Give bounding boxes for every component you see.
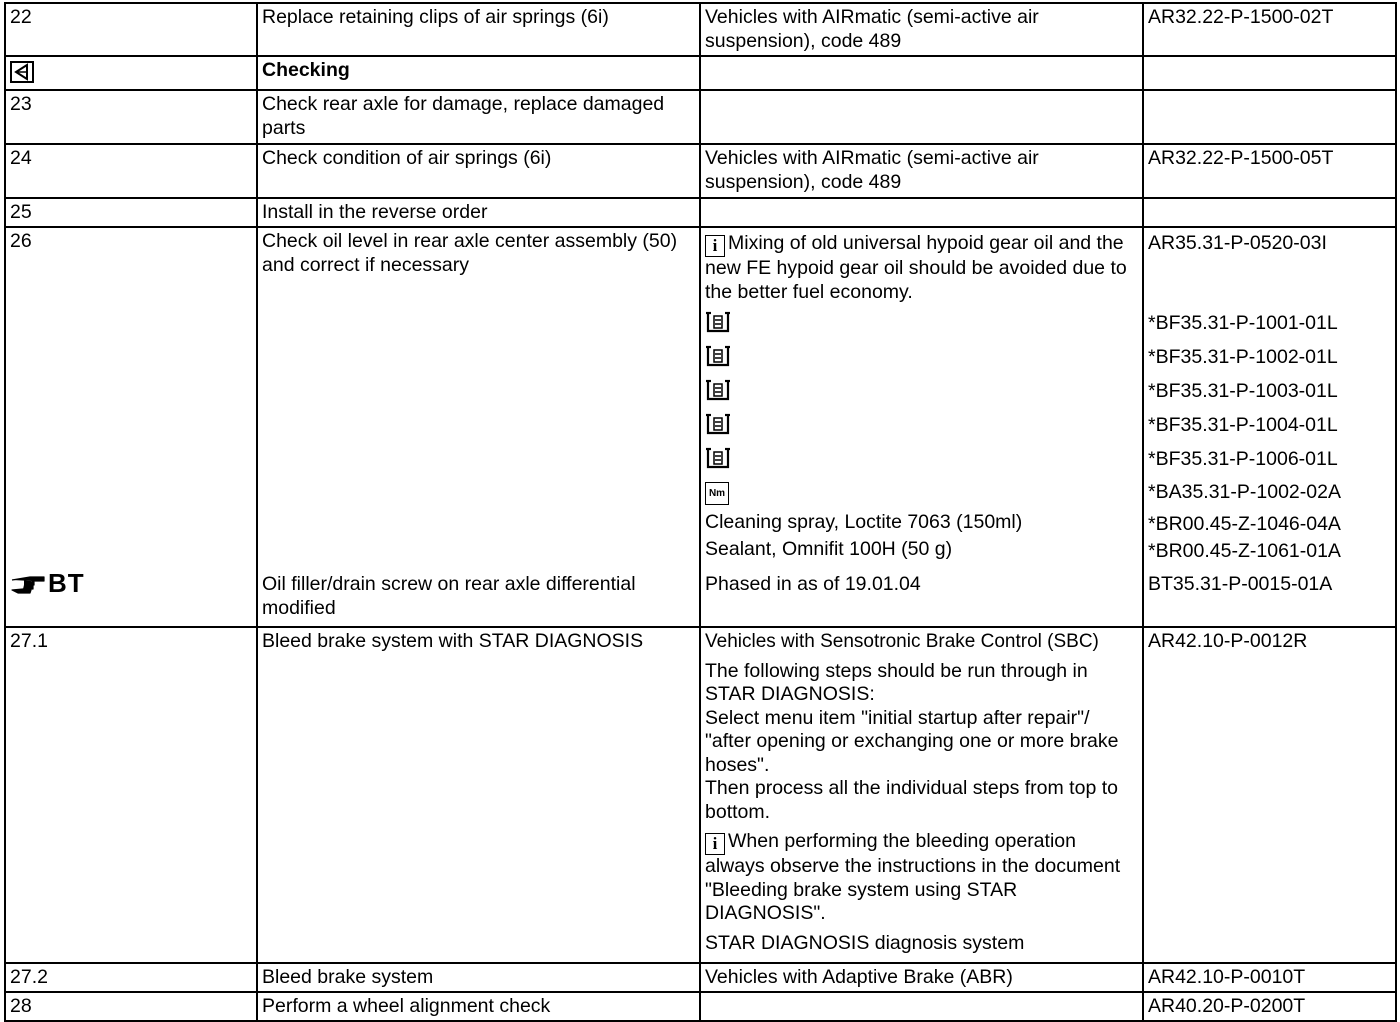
diagnosis-steps-menu: Select menu item "initial startup after repair"/ "after opening or exchanging one or more brake hoses". (705, 706, 1119, 776)
table-row-28 (5, 992, 1396, 1021)
diagnosis-steps-process: Then process all the individual steps from top to bottom. (705, 777, 1118, 823)
section-heading: Checking (257, 56, 700, 90)
step-number-cell (5, 227, 257, 627)
step-condition: Vehicles with AIRmatic (semi-active air suspension), code 489 (700, 3, 1143, 56)
empty-cell (1143, 90, 1396, 144)
empty-cell (700, 56, 1143, 90)
diagnosis-steps-intro: The following steps should be run through in STAR DIAGNOSIS: (705, 659, 1088, 705)
info-icon: i (705, 235, 725, 257)
bt-marker (10, 568, 85, 599)
step-number: 25 (5, 198, 257, 227)
instructions-table (4, 2, 1397, 1022)
step-number: 23 (5, 90, 257, 144)
empty-cell (1143, 56, 1396, 90)
table-row-checking (5, 56, 1396, 90)
step-reference-cell (1143, 227, 1396, 627)
step-reference: AR42.10-P-0010T (1143, 963, 1396, 992)
fluid-reference: *BF35.31-P-1004-01L (1148, 414, 1338, 436)
table-row-25 (5, 198, 1396, 227)
fluid-container-icon (705, 344, 731, 367)
fluid-reference: *BF35.31-P-1003-01L (1148, 380, 1338, 402)
table-row-22 (5, 3, 1396, 56)
note-block (705, 824, 1138, 926)
empty-cell (700, 90, 1143, 144)
fluid-container-icon (705, 310, 731, 333)
step-condition-cell (700, 627, 1143, 963)
bt-action: Oil filler/drain screw on rear axle differential modified (262, 573, 636, 619)
step-condition: Vehicles with Sensotronic Brake Control (SBC) (705, 631, 1099, 652)
step-action: Bleed brake system (257, 963, 700, 992)
step-reference: AR42.10-P-0012R (1143, 627, 1396, 963)
step-condition: Vehicles with Adaptive Brake (ABR) (700, 963, 1143, 992)
sealant: Sealant, Omnifit 100H (50 g) (705, 538, 953, 560)
fluid-container-icon (705, 446, 731, 469)
tool-name: STAR DIAGNOSIS diagnosis system (705, 931, 1025, 954)
step-number: 28 (5, 992, 257, 1021)
step-reference: AR32.22-P-1500-05T (1143, 144, 1396, 198)
step-number: 22 (5, 3, 257, 56)
step-action: Check oil level in rear axle center assembly (50) and correct if necessary (262, 230, 678, 276)
torque-nm-icon: Nm (705, 482, 729, 505)
step-action: Perform a wheel alignment check (257, 992, 700, 1021)
note-text: Mixing of old universal hypoid gear oil and the new FE hypoid gear oil should be avoided due to the better fuel economy. (705, 232, 1127, 303)
fluid-icon-row (705, 338, 1138, 372)
fluid-icon-row (705, 440, 1138, 474)
empty-cell (700, 992, 1143, 1021)
note-reference: AR35.31-P-0520-03I (1148, 232, 1327, 254)
step-condition: Vehicles with AIRmatic (semi-active air suspension), code 489 (700, 144, 1143, 198)
info-icon: i (705, 833, 725, 855)
bt-condition: Phased in as of 19.01.04 (705, 573, 921, 595)
empty-cell (1143, 198, 1396, 227)
step-action: Replace retaining clips of air springs (6i) (257, 3, 700, 56)
step-reference: AR32.22-P-1500-02T (1143, 3, 1396, 56)
note-block (705, 230, 1138, 304)
table-row-27-1 (5, 627, 1396, 963)
table-row-24 (5, 144, 1396, 198)
fluid-reference: *BF35.31-P-1006-01L (1148, 448, 1338, 470)
torque-reference: *BA35.31-P-1002-02A (1148, 481, 1341, 503)
fluid-container-icon (705, 412, 731, 435)
cleaning-reference: *BR00.45-Z-1046-04A (1148, 513, 1341, 535)
bt-label: BT (48, 568, 85, 598)
note-text: When performing the bleeding operation always observe the instructions in the document "Bleeding brake system using STAR DIAGNOSIS". (705, 830, 1121, 924)
table-row-27-2 (5, 963, 1396, 992)
table-row-26 (5, 227, 1396, 627)
step-action: Install in the reverse order (257, 198, 700, 227)
sealant-reference: *BR00.45-Z-1061-01A (1148, 540, 1341, 562)
pointing-hand-icon (10, 572, 46, 594)
step-action: Check rear axle for damage, replace damaged parts (257, 90, 700, 144)
step-reference: AR40.20-P-0200T (1143, 992, 1396, 1021)
fluid-icon-row (705, 304, 1138, 338)
step-action-cell (257, 227, 700, 627)
empty-cell (700, 198, 1143, 227)
section-icon-cell (5, 56, 257, 90)
back-triangle-icon (10, 61, 34, 83)
table-row-23 (5, 90, 1396, 144)
step-number: 27.2 (5, 963, 257, 992)
step-action: Bleed brake system with STAR DIAGNOSIS (257, 627, 700, 963)
torque-icon-row (705, 474, 1138, 508)
step-number: 24 (5, 144, 257, 198)
fluid-reference: *BF35.31-P-1001-01L (1148, 312, 1338, 334)
step-number: 26 (10, 230, 32, 252)
step-condition-cell (700, 227, 1143, 627)
step-action: Check condition of air springs (6i) (257, 144, 700, 198)
step-number: 27.1 (5, 627, 257, 963)
fluid-icon-row (705, 406, 1138, 440)
fluid-icon-row (705, 372, 1138, 406)
bt-reference: BT35.31-P-0015-01A (1148, 573, 1333, 595)
fluid-reference: *BF35.31-P-1002-01L (1148, 346, 1338, 368)
fluid-container-icon (705, 378, 731, 401)
cleaning-spray: Cleaning spray, Loctite 7063 (150ml) (705, 511, 1023, 533)
